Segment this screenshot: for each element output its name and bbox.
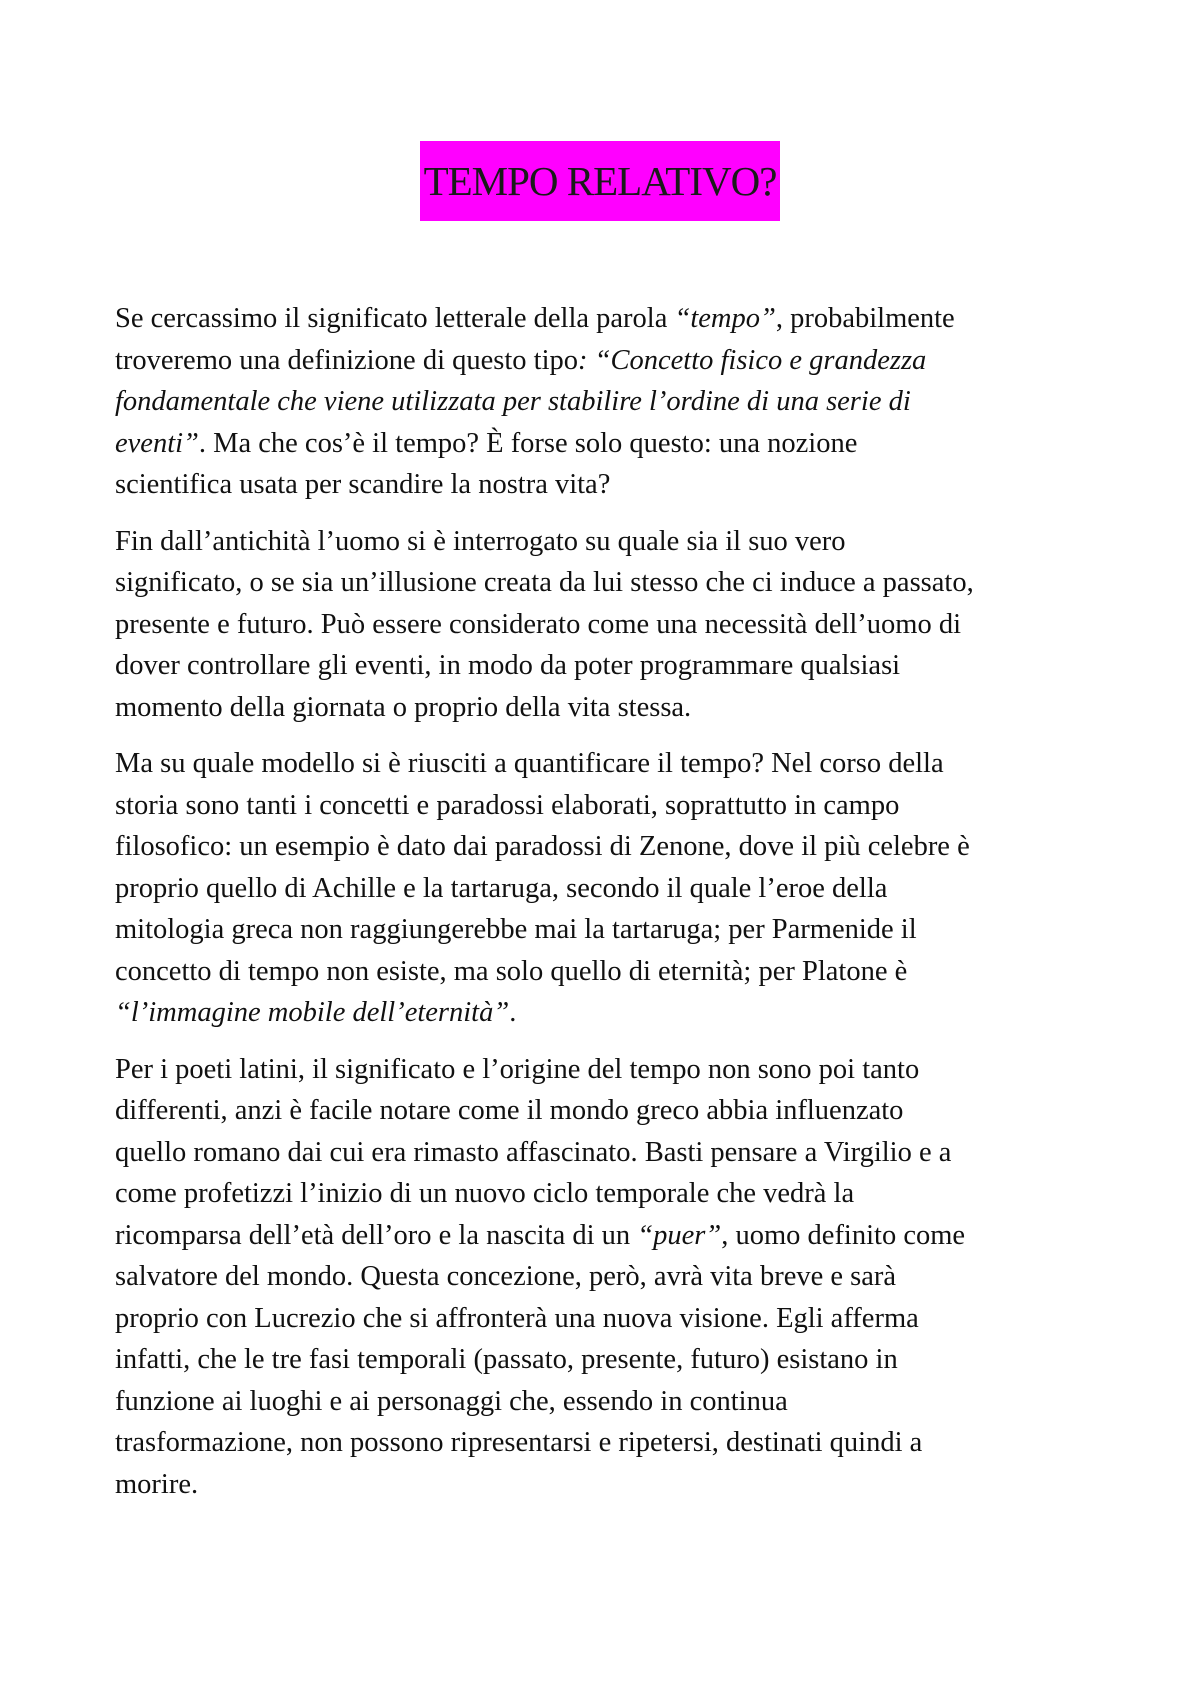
text-line xyxy=(115,743,1100,785)
paragraph xyxy=(115,743,1100,1034)
italic-text: fondamentale che viene utilizzata per stabilire l’ordine di una serie di xyxy=(115,386,911,417)
italic-text: “l’immagine mobile dell’eternità” xyxy=(115,997,510,1028)
text-run: . Ma che cos’è il tempo? È forse solo questo: una nozione xyxy=(198,427,858,459)
paragraph xyxy=(115,1049,1100,1506)
text-line xyxy=(115,1422,1100,1464)
text-run: dover controllare gli eventi, in modo da poter programmare qualsiasi xyxy=(115,650,901,681)
text-run: differenti, anzi è facile notare come il mondo greco abbia influenzato xyxy=(115,1095,904,1126)
italic-text: “puer” xyxy=(637,1219,722,1251)
text-run: mitologia greca non raggiungerebbe mai la tartaruga; per Parmenide il xyxy=(115,914,917,945)
text-run: concetto di tempo non esiste, ma solo quello di eternità; per Platone è xyxy=(115,955,908,987)
text-line xyxy=(115,562,1100,604)
text-run: . xyxy=(509,997,517,1028)
text-line xyxy=(115,1215,1100,1257)
text-line xyxy=(115,1381,1100,1423)
text-run: funzione ai luoghi e ai personaggi che, essendo in continua xyxy=(115,1385,788,1417)
text-line xyxy=(115,687,1100,729)
document-title: TEMPO RELATIVO? xyxy=(420,141,781,221)
text-run: significato, o se sia un’illusione creata da lui stesso che ci induce a passato, xyxy=(115,567,974,598)
paragraph-gap xyxy=(115,506,1100,521)
text-run: Per i poeti latini, il significato e l’origine del tempo non sono poi tanto xyxy=(115,1053,920,1085)
text-run: Se cercassimo il significato letterale della parola xyxy=(115,303,675,334)
text-line xyxy=(115,1132,1100,1174)
text-line xyxy=(115,340,1100,382)
paragraph-gap xyxy=(115,1034,1100,1049)
text-line xyxy=(115,464,1100,506)
text-line xyxy=(115,381,1100,423)
document-body xyxy=(115,298,1100,1505)
text-line xyxy=(115,909,1100,951)
text-run: , uomo definito come xyxy=(721,1219,966,1251)
text-line xyxy=(115,868,1100,910)
italic-text: eventi” xyxy=(115,427,199,459)
text-run: , probabilmente xyxy=(775,303,955,334)
text-run: salvatore del mondo. Questa concezione, però, avrà vita breve e sarà xyxy=(115,1261,897,1292)
text-run: morire. xyxy=(115,1468,199,1500)
italic-text: “tempo” xyxy=(674,303,776,334)
text-line xyxy=(115,1298,1100,1340)
text-line xyxy=(115,1339,1100,1381)
text-line xyxy=(115,1256,1100,1298)
text-run: filosofico: un esempio è dato dai paradossi di Zenone, dove il più celebre è xyxy=(115,831,970,862)
text-line xyxy=(115,298,1100,340)
text-line xyxy=(115,1049,1100,1091)
text-run: Fin dall’antichità l’uomo si è interrogato su quale sia il suo vero xyxy=(115,525,846,557)
italic-text: : “Concetto fisico e grandezza xyxy=(578,344,927,376)
text-run: quello romano dai cui era rimasto affascinato. Basti pensare a Virgilio e a xyxy=(115,1136,952,1168)
text-line xyxy=(115,992,1100,1034)
text-line xyxy=(115,645,1100,687)
text-run: proprio con Lucrezio che si affronterà una nuova visione. Egli afferma xyxy=(115,1302,919,1334)
text-run: proprio quello di Achille e la tartaruga, secondo il quale l’eroe della xyxy=(115,872,888,904)
paragraph-gap xyxy=(115,728,1100,743)
text-line xyxy=(115,423,1100,465)
text-line xyxy=(115,1173,1100,1215)
text-line xyxy=(115,1090,1100,1132)
text-run: infatti, che le tre fasi temporali (passato, presente, futuro) esistano in xyxy=(115,1344,898,1375)
text-run: storia sono tanti i concetti e paradossi elaborati, soprattutto in campo xyxy=(115,789,900,821)
text-run: ricomparsa dell’età dell’oro e la nascita di un xyxy=(115,1219,638,1251)
text-run: trasformazione, non possono ripresentarsi e ripetersi, destinati quindi a xyxy=(115,1427,923,1458)
text-run: Ma su quale modello si è riusciti a quantificare il tempo? Nel corso della xyxy=(115,748,944,779)
text-run: scientifica usata per scandire la nostra vita? xyxy=(115,469,611,500)
title-container xyxy=(0,141,1200,221)
paragraph xyxy=(115,521,1100,729)
text-line xyxy=(115,1464,1100,1506)
text-run: momento della giornata o proprio della vita stessa. xyxy=(115,691,692,723)
text-run: troveremo una definizione di questo tipo xyxy=(115,344,578,376)
text-line xyxy=(115,951,1100,993)
text-line xyxy=(115,826,1100,868)
text-run: presente e futuro. Può essere considerato come una necessità dell’uomo di xyxy=(115,608,962,640)
paragraph xyxy=(115,298,1100,506)
text-line xyxy=(115,604,1100,646)
text-line xyxy=(115,521,1100,563)
text-run: come profetizzi l’inizio di un nuovo ciclo temporale che vedrà la xyxy=(115,1178,855,1209)
text-line xyxy=(115,785,1100,827)
